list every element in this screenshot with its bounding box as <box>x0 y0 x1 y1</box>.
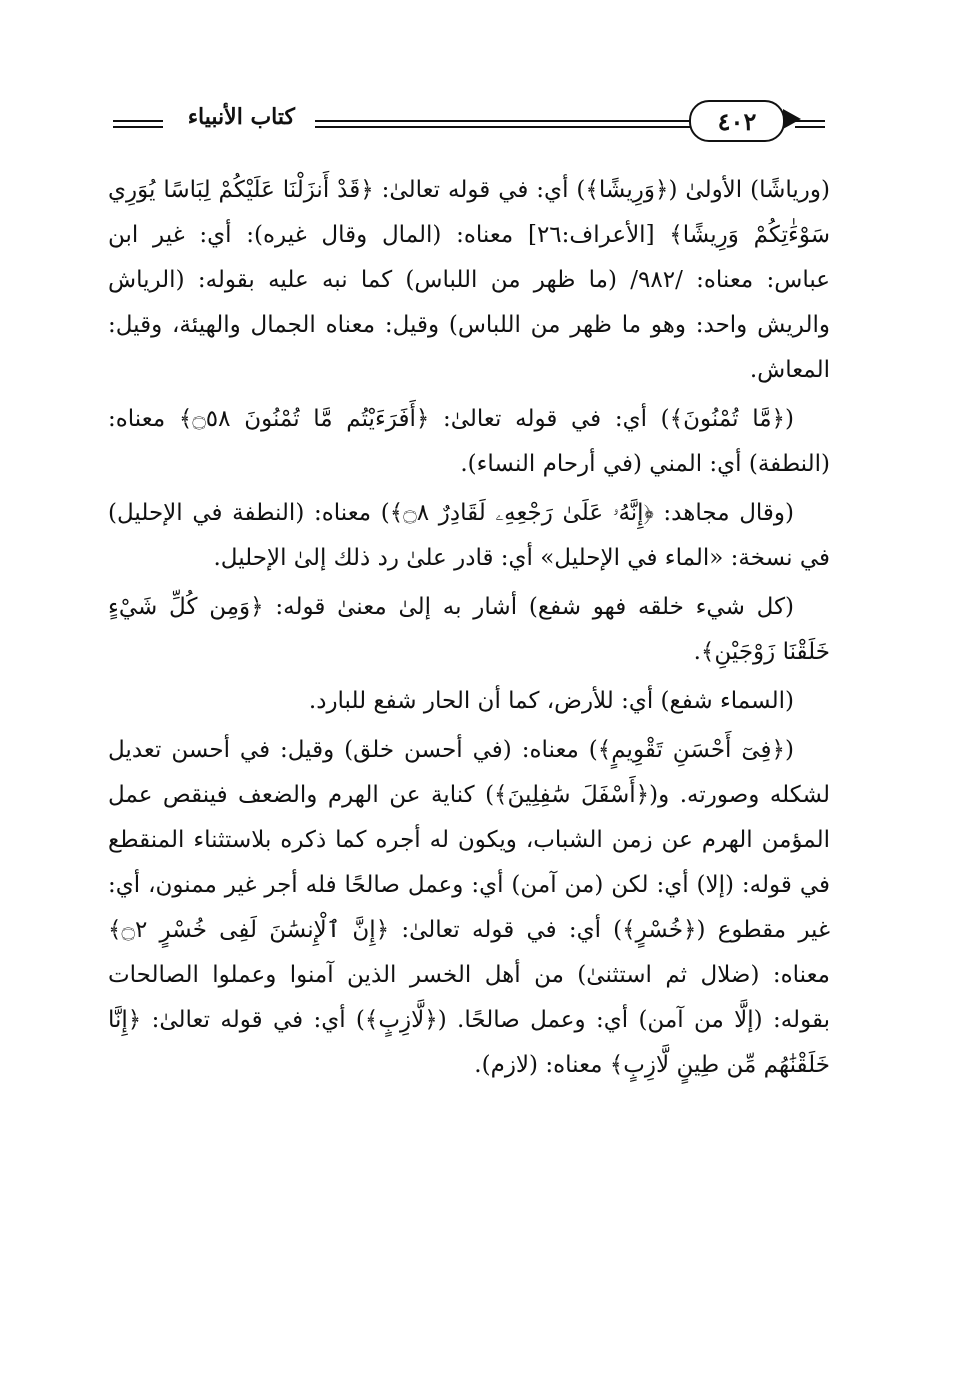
page-number: ٤٠٢ <box>689 100 785 142</box>
paragraph: (وقال مجاهد: ﴿إِنَّهُۥ عَلَىٰ رَجْعِهِۦ لَقَادِرٌ ۝٨﴾) معناه: (النطفة في الإحليل) في نسخة: «الماء في الإحليل» أي: قادر علىٰ رد ذلك إلىٰ الإحليل. <box>108 500 830 571</box>
header-rule <box>315 126 693 128</box>
page-header <box>105 100 825 150</box>
paragraph: (كل شيء خلقه فهو شفع) أشار به إلىٰ معنىٰ قوله: ﴿وَمِن كُلِّ شَيْءٍ خَلَقْنَا زَوْجَيْنِ﴾. <box>108 594 830 665</box>
page-number-ornament <box>783 109 801 129</box>
header-rule <box>315 120 693 122</box>
header-rule <box>113 126 163 128</box>
paragraph: (﴿فِىٓ أَحْسَنِ تَقْوِيمٍ﴾) معناه: (في أحسن خلق) وقيل: في أحسن تعديل لشكله وصورته. و(﴿أَسْفَلَ سَٰفِلِينَ﴾) كناية عن الهرم والضعف فينقص عمل المؤمن الهرم عن زمن الشباب، ويكون له أجره كما ذكره بلاستثناء المنقطع في قوله: (إلا) أي: لكن (من آمن) أي: وعمل صالحًا فله أجر غير ممنون، أي: غير مقطوع (﴿خُسْرٍ﴾) أي: في قوله تعالىٰ: ﴿إِنَّ ٱلْإِنسَٰنَ لَفِى خُسْرٍ ۝٢﴾ معناه: (ضلال ثم استثنىٰ) من أهل الخسر الذين آمنوا وعملوا الصالحات بقوله: (إلَّا من آمن) أي: وعمل صالحًا. (﴿لَّازِبٍ﴾) أي: في قوله تعالىٰ: ﴿إِنَّا خَلَقْنَٰهُم مِّن طِينٍ لَّازِبٍ﴾ معناه: (لازم). <box>108 737 830 1078</box>
body-text <box>108 168 830 1092</box>
running-title: كتاب الأنبياء <box>187 104 295 130</box>
paragraph: (﴿مَّا تُمْنُونَ﴾) أي: في قوله تعالىٰ: ﴿أَفَرَءَيْتُم مَّا تُمْنُونَ ۝٥٨﴾ معناه: (النطفة) أي: المني (في أرحام النساء). <box>108 406 830 477</box>
header-rule <box>113 120 163 122</box>
paragraph: (السماء شفع) أي: للأرض، كما أن الحار شفع للبارد. <box>308 688 794 714</box>
paragraph: (ورياشًا) الأولىٰ (﴿وَرِيشًا﴾) أي: في قوله تعالىٰ: ﴿قَدْ أَنزَلْنَا عَلَيْكُمْ لِبَاسًا يُوَرِي سَوْءَٰتِكُمْ وَرِيشًا﴾ [الأعراف:٢٦] معناه: (المال وقال غيره): أي: غير ابن عباس: معناه: /٩٨٢/ (ما ظهر من اللباس) كما نبه عليه بقوله: (الرياش والريش واحد: وهو ما ظهر من اللباس) وقيل: معناه الجمال والهيئة، وقيل: المعاش. <box>108 177 831 383</box>
